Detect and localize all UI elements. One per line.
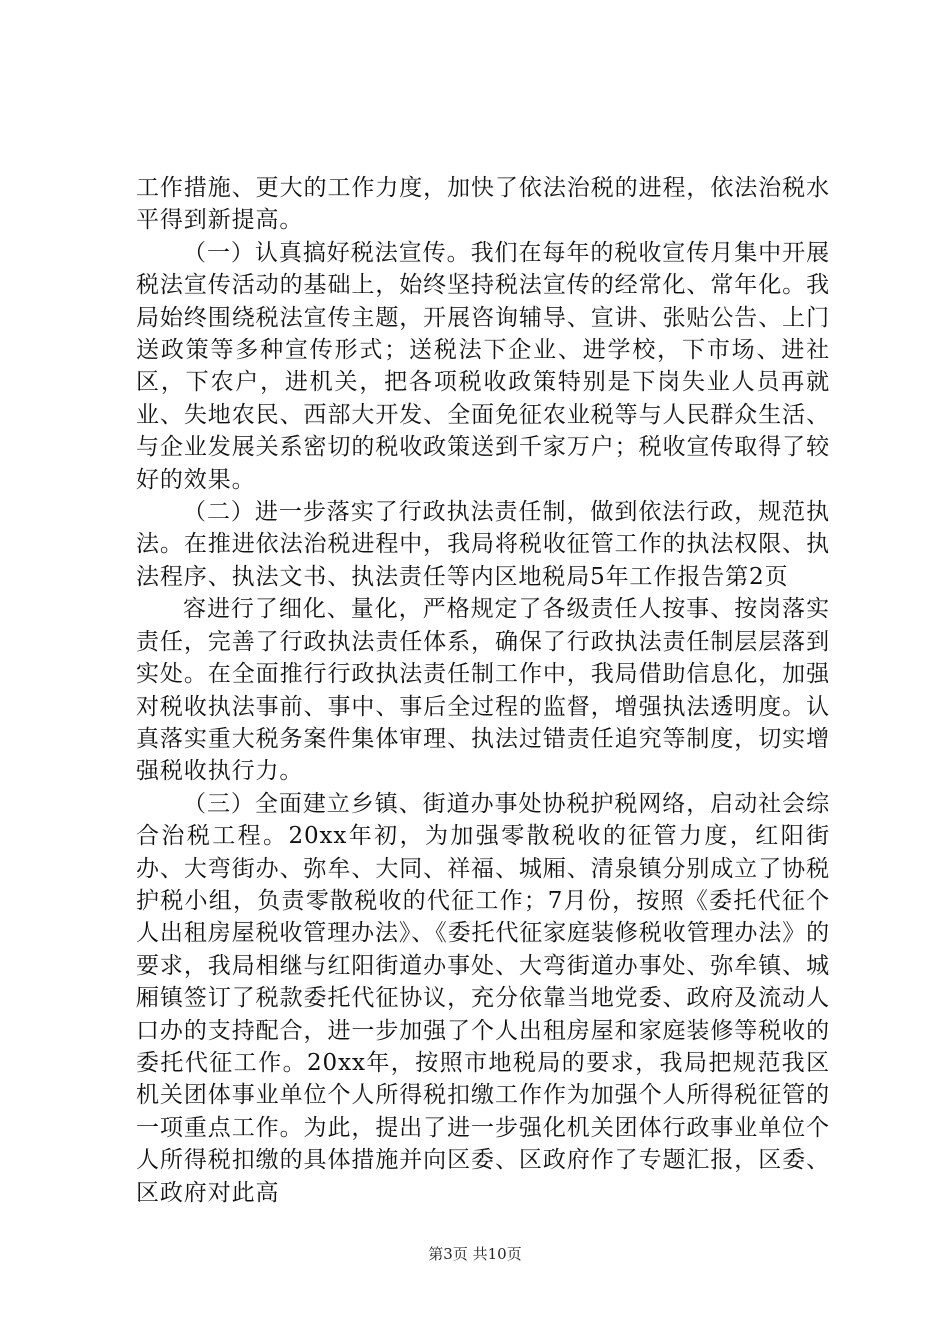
page-footer [0, 1244, 950, 1264]
document-body [136, 172, 830, 1209]
paragraph-tax-assistance-network: （三）全面建立乡镇、街道办事处协税护税网络，启动社会综合治税工程。20xx年初，为加强零散税收的征管力度，红阳街办、大弯街办、弥牟、大同、祥福、城厢、清泉镇分别成立了协税护税小组，负责零散税收的代征工作；7月份，按照《委托代征个人出租房屋税收管理办法》、《委托代征家庭装修税收管理办法》的要求，我局相继与红阳街道办事处、大弯街道办事处、弥牟镇、城厢镇签订了税款委托代征协议，充分依靠当地党委、政府及流动人口办的支持配合，进一步加强了个人出租房屋和家庭装修等税收的委托代征工作。20xx年，按照市地税局的要求，我局把规范我区机关团体事业单位个人所得税扣缴工作作为加强个人所得税征管的一项重点工作。为此，提出了进一步强化机关团体行政事业单位个人所得税扣缴的具体措施并向区委、区政府作了专题汇报，区委、区政府对此高 [136, 790, 830, 1206]
page-number: 第3页 共10页 [428, 1245, 522, 1263]
paragraph-continuation: 工作措施、更大的工作力度，加快了依法治税的进程，依法治税水平得到新提高。 [136, 175, 830, 234]
paragraph-responsibility-details: 容进行了细化、量化，严格规定了各级责任人按事、按岗落实责任，完善了行政执法责任体系，确保了行政执法责任制层层落到实处。在全面推行行政执法责任制工作中，我局借助信息化，加强对税收执法事前、事中、事后全过程的监督，增强执法透明度。认真落实重大税务案件集体审理、执法过错责任追究等制度，切实增强税收执行力。 [136, 596, 830, 785]
paragraph-law-enforcement-responsibility: （二）进一步落实了行政执法责任制，做到依法行政，规范执法。在推进依法治税进程中，我局将税收征管工作的执法权限、执法程序、执法文书、执法责任等内区地税局5年工作报告第2页 [136, 499, 830, 590]
paragraph-tax-law-publicity: （一）认真搞好税法宣传。我们在每年的税收宣传月集中开展税法宣传活动的基础上，始终坚持税法宣传的经常化、常年化。我局始终围绕税法宣传主题，开展咨询辅导、宣讲、张贴公告、上门送政策等多种宣传形式；送税法下企业、进学校，下市场、进社区，下农户，进机关，把各项税收政策特别是下岗失业人员再就业、失地农民、西部大开发、全面免征农业税等与人民群众生活、与企业发展关系密切的税收政策送到千家万户；税收宣传取得了较好的效果。 [136, 239, 830, 493]
